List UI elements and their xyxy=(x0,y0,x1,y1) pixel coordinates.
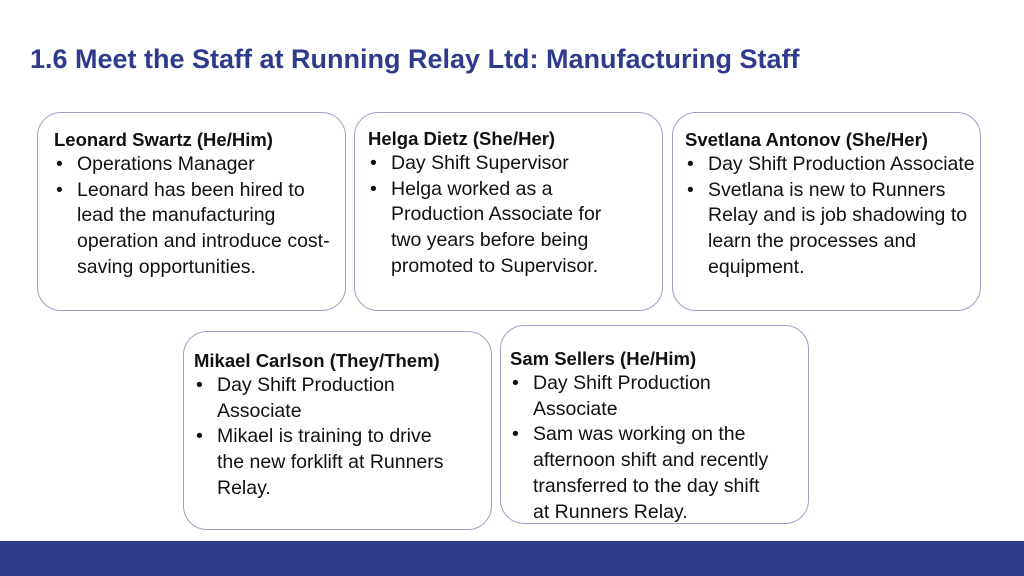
staff-details-list xyxy=(194,373,462,502)
staff-card-mikael xyxy=(183,331,492,530)
staff-name: Sam Sellers (He/Him) xyxy=(510,348,697,369)
staff-card-sam xyxy=(500,325,809,524)
staff-role: • Operations Manager xyxy=(54,152,339,178)
staff-name: Svetlana Antonov (She/Her) xyxy=(685,129,928,150)
staff-description: • Mikael is training to drive the new forklift at Runners Relay. xyxy=(194,424,462,501)
staff-name: Leonard Swartz (He/Him) xyxy=(54,129,273,150)
footer-bar xyxy=(0,541,1024,576)
staff-details-list xyxy=(54,152,339,281)
staff-card-helga xyxy=(354,112,663,311)
staff-details-list xyxy=(685,152,975,281)
staff-role: • Day Shift Production Associate xyxy=(685,152,975,178)
staff-name: Helga Dietz (She/Her) xyxy=(368,128,556,149)
slide-title: 1.6 Meet the Staff at Running Relay Ltd: Manufacturing Staff xyxy=(30,44,800,74)
staff-description: • Leonard has been hired to lead the manufacturing operation and introduce cost-saving opportunities. xyxy=(54,178,339,281)
staff-description: • Helga worked as a Production Associate for two years before being promoted to Supervisor. xyxy=(368,177,630,280)
staff-description: • Svetlana is new to Runners Relay and is job shadowing to learn the processes and equipment. xyxy=(685,178,975,281)
staff-name: Mikael Carlson (They/Them) xyxy=(194,350,440,371)
staff-description: • Sam was working on the afternoon shift and recently transferred to the day shift at Runners Relay. xyxy=(510,422,780,525)
staff-card-svetlana xyxy=(672,112,981,311)
staff-details-list xyxy=(368,151,630,280)
staff-card-leonard xyxy=(37,112,346,311)
staff-role: • Day Shift Supervisor xyxy=(368,151,630,177)
staff-role: • Day Shift Production Associate xyxy=(194,373,462,424)
staff-role: • Day Shift Production Associate xyxy=(510,371,780,422)
staff-details-list xyxy=(510,371,780,525)
